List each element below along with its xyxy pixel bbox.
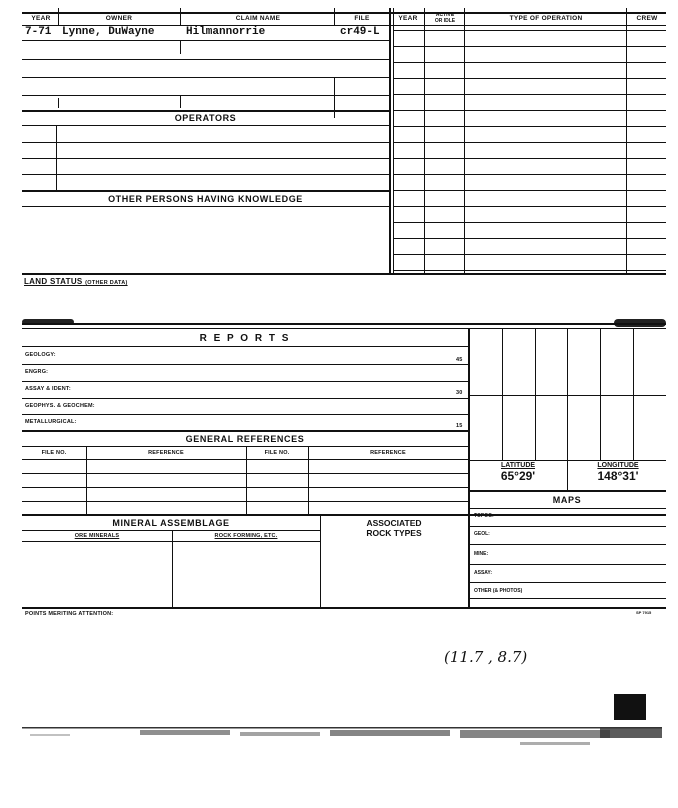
associated-line-2: ROCK TYPES	[366, 528, 422, 538]
operators-heading: OPERATORS	[174, 113, 237, 123]
scan-speckle	[460, 730, 610, 738]
maps-mine: MINE:	[474, 551, 489, 557]
ref-file-no-1: FILE NO.	[41, 450, 67, 456]
form-number: SP 7915	[636, 610, 652, 615]
refs-col-divider	[246, 446, 247, 514]
row1-owner: Lynne, DuWayne	[62, 26, 155, 38]
grid-col	[567, 328, 568, 490]
operators-header-rule	[22, 125, 389, 126]
geophys-label: GEOPHYS. & GEOCHEM:	[25, 403, 95, 409]
right-row-line	[393, 270, 666, 271]
grid-col	[600, 328, 601, 460]
operators-row	[22, 142, 389, 143]
operators-row	[22, 158, 389, 159]
maps-top-rule	[468, 490, 666, 492]
right-row-line	[393, 206, 666, 207]
general-references-top-rule	[22, 430, 468, 432]
report-row	[22, 414, 468, 415]
maps-heading-rule	[468, 508, 666, 509]
refs-col-divider	[86, 446, 87, 514]
right-row-line	[393, 46, 666, 47]
ore-minerals-label: ORE MINERALS	[74, 533, 120, 539]
right-row-line	[393, 174, 666, 175]
table-top-border	[22, 12, 666, 14]
scan-edge-line	[22, 727, 662, 729]
header-active: ACTIVE	[435, 12, 455, 18]
reports-top-border-2	[22, 328, 666, 329]
scan-speckle	[600, 728, 662, 738]
right-row-line	[393, 78, 666, 79]
col-tick-3	[180, 96, 181, 108]
report-num-45: 45	[456, 357, 463, 363]
scan-speckle	[30, 734, 70, 736]
maps-row	[468, 526, 666, 527]
row1-year: 7-71	[25, 26, 52, 38]
header-or-idle: OR IDLE	[434, 18, 456, 24]
refs-col-header-rule	[22, 459, 468, 460]
col-divider-type	[626, 8, 627, 274]
header-claim-name: CLAIM NAME	[235, 15, 281, 22]
points-meriting-attention: POINTS MERITING ATTENTION:	[25, 611, 114, 617]
grid-bottom-rule	[468, 460, 666, 461]
col-divider-year2	[424, 8, 425, 274]
refs-row	[22, 501, 468, 502]
report-row	[22, 381, 468, 382]
maps-row	[468, 582, 666, 583]
col-divider-claim	[334, 8, 335, 26]
refs-row	[22, 473, 468, 474]
right-row-line	[393, 158, 666, 159]
col-tick-2	[334, 78, 335, 118]
right-row-line	[393, 62, 666, 63]
mineral-col-divider	[172, 530, 173, 608]
land-status-label: LAND STATUS (OTHER DATA)	[24, 277, 128, 286]
header-year-2: YEAR	[398, 15, 418, 22]
metallurgical-label: METALLURGICAL:	[25, 419, 77, 425]
right-row-line	[393, 222, 666, 223]
longitude-label: LONGITUDE	[597, 462, 639, 469]
maps-topog: TOPOG:	[474, 513, 494, 519]
row1-claim-name: Hilmannorrie	[186, 26, 266, 38]
latitude-label: LATITUDE	[500, 462, 536, 469]
bottom-border	[22, 607, 666, 609]
assay-label: ASSAY & IDENT:	[25, 386, 71, 392]
grid-col	[633, 328, 634, 460]
associated-rock-types	[322, 518, 466, 538]
other-persons-top-rule	[22, 190, 389, 192]
other-persons-rule	[22, 206, 389, 207]
maps-geol: GEOL:	[474, 531, 490, 537]
col-tick-4	[58, 98, 59, 108]
maps-row	[468, 564, 666, 565]
report-num-15: 15	[456, 423, 463, 429]
other-persons-heading: OTHER PERSONS HAVING KNOWLEDGE	[108, 194, 303, 204]
geology-label: GEOLOGY:	[25, 352, 56, 358]
report-row	[22, 364, 468, 365]
header-crew: CREW	[636, 15, 658, 22]
scan-speckle	[520, 742, 590, 745]
engrg-label: ENGRG:	[25, 369, 49, 375]
col-divider-year	[58, 8, 59, 26]
mineral-top-rule	[22, 514, 666, 516]
scan-noise	[0, 690, 678, 770]
grid-col	[535, 328, 536, 460]
right-row-line	[393, 94, 666, 95]
ref-reference-1: REFERENCE	[148, 450, 184, 456]
mineral-col-rule	[22, 541, 320, 542]
right-row-line	[393, 142, 666, 143]
reports-top-border	[22, 323, 666, 325]
reports-heading-rule	[22, 346, 468, 347]
right-row-line	[393, 254, 666, 255]
latitude-value: 65°29'	[500, 469, 536, 483]
scan-speckle	[140, 730, 230, 735]
row-line	[22, 95, 389, 96]
ref-file-no-2: FILE NO.	[264, 450, 290, 456]
reports-heading: R E P O R T S	[199, 333, 291, 344]
header-type-of-operation: TYPE OF OPERATION	[509, 15, 583, 22]
right-row-line	[393, 238, 666, 239]
longitude-value: 148°31'	[597, 469, 639, 483]
right-row-line	[393, 126, 666, 127]
row-line	[22, 59, 389, 60]
maps-heading: MAPS	[552, 495, 582, 505]
report-num-30: 30	[456, 390, 463, 396]
main-divider-inner	[393, 8, 394, 274]
black-square	[614, 694, 646, 720]
maps-other: OTHER (& PHOTOS)	[474, 588, 523, 594]
maps-row	[468, 598, 666, 599]
grid-row	[468, 395, 666, 396]
maps-row	[468, 544, 666, 545]
operators-row	[22, 174, 389, 175]
refs-heading-rule	[22, 446, 468, 447]
associated-line-1: ASSOCIATED	[366, 518, 422, 528]
handwritten-note: (11.7 , 8.7)	[444, 648, 528, 666]
header-file: FILE	[354, 15, 370, 22]
maps-assay: ASSAY:	[474, 570, 493, 576]
refs-col-divider	[308, 446, 309, 514]
main-divider	[389, 8, 391, 274]
scan-speckle	[240, 732, 320, 736]
right-row-line	[393, 110, 666, 111]
col-tick-1	[180, 40, 181, 54]
grid-col	[502, 328, 503, 460]
col-divider-owner	[180, 8, 181, 26]
mineral-heading-rule	[22, 530, 320, 531]
operators-top-rule	[22, 110, 389, 112]
row1-file: cr49-L	[340, 26, 380, 38]
ref-reference-2: REFERENCE	[370, 450, 406, 456]
col-divider-active	[464, 8, 465, 274]
header-year: YEAR	[31, 15, 51, 22]
rock-forming-label: ROCK FORMING, ETC.	[214, 533, 278, 539]
header-owner: OWNER	[105, 15, 133, 22]
right-row-line	[393, 190, 666, 191]
report-row	[22, 398, 468, 399]
mineral-divider	[320, 514, 321, 608]
mineral-assemblage-heading: MINERAL ASSEMBLAGE	[112, 518, 230, 528]
refs-row	[22, 487, 468, 488]
scan-speckle	[330, 730, 450, 736]
right-row-line	[393, 30, 666, 31]
top-table-bottom-border	[22, 273, 666, 275]
row-line	[22, 77, 389, 78]
row-line	[22, 40, 389, 41]
general-references-heading: GENERAL REFERENCES	[185, 434, 305, 444]
